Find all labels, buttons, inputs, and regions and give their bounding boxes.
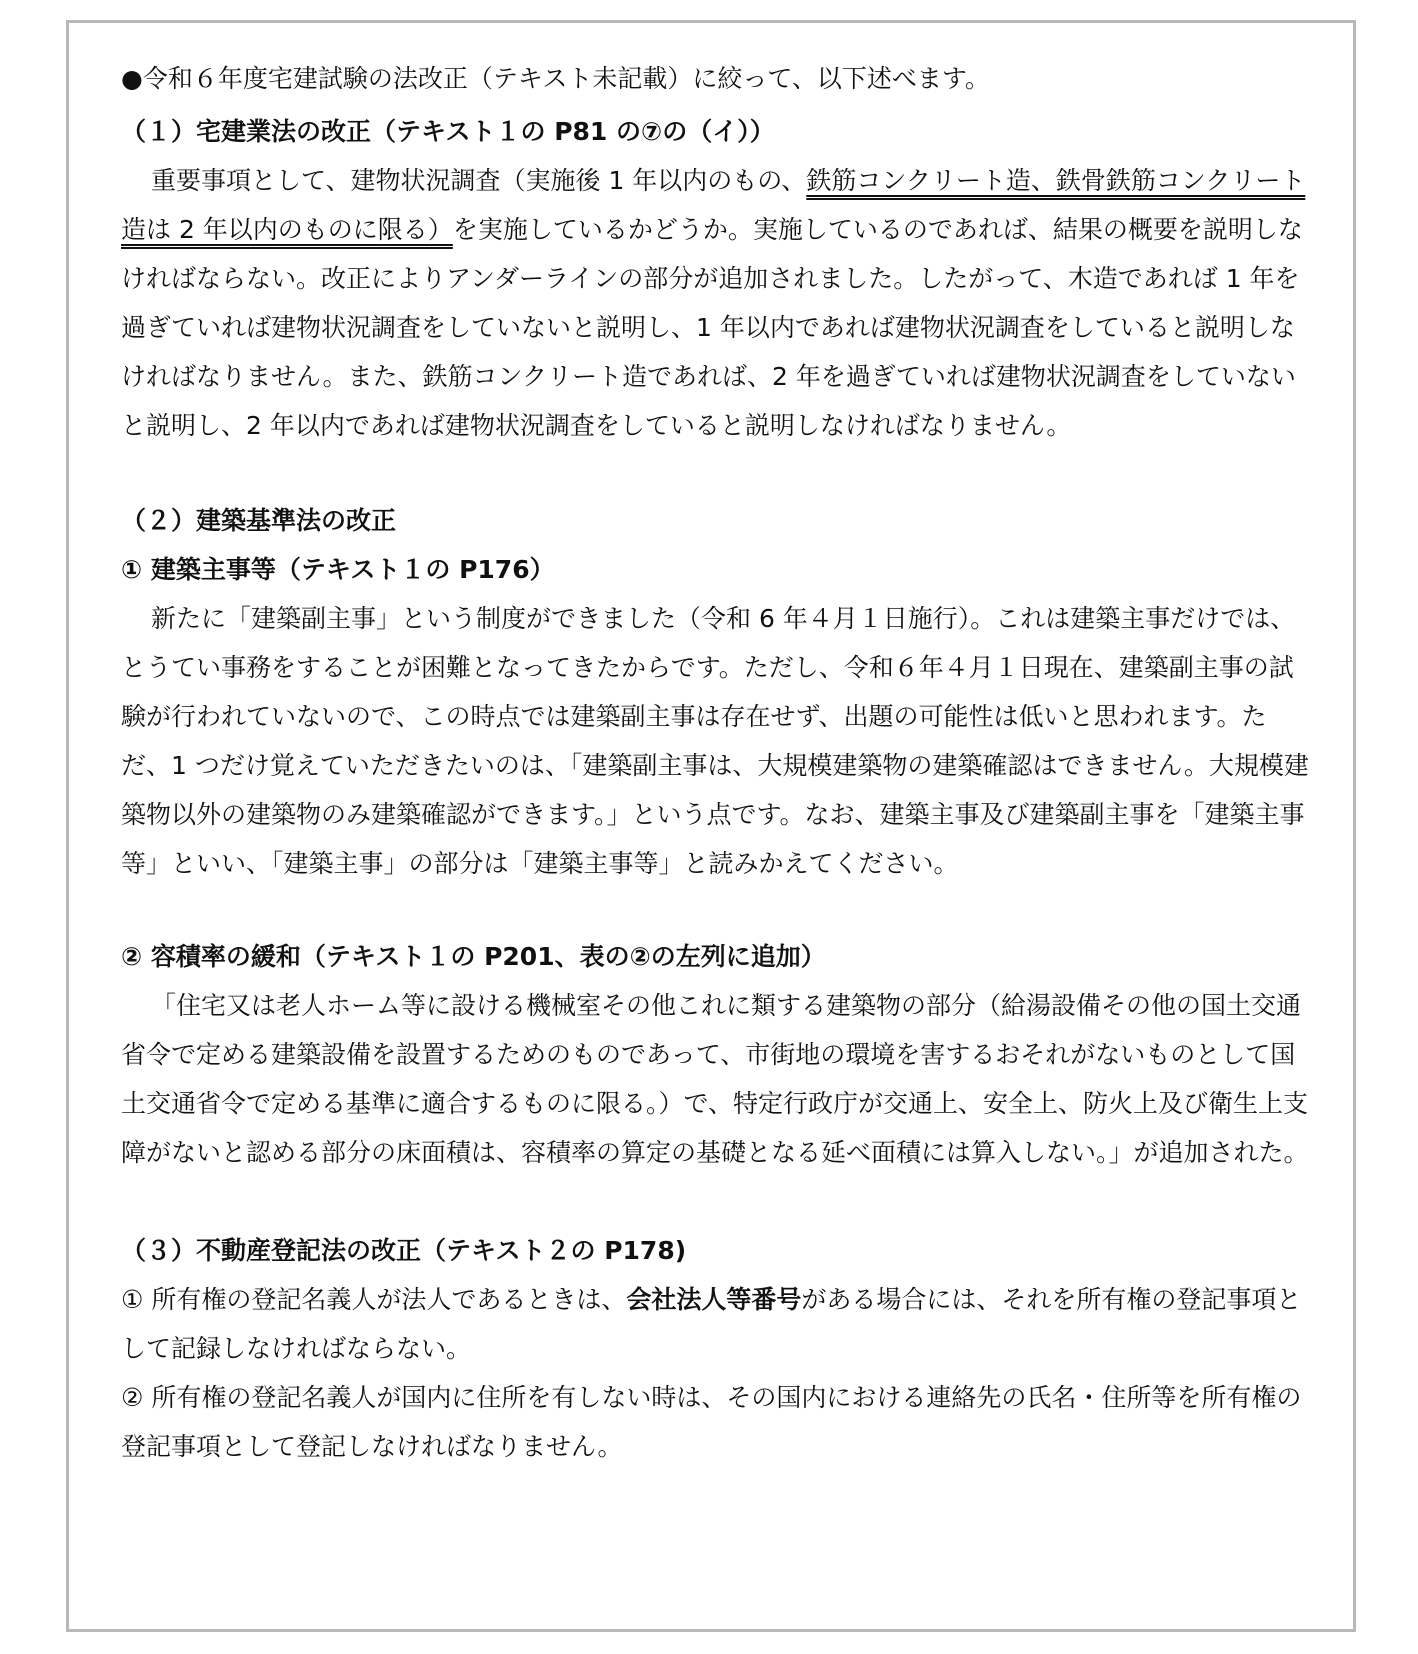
spacer — [121, 1177, 1311, 1226]
document-content — [121, 57, 1311, 1471]
section-3-item-1-part-a: ① 所有権の登記名義人が法人であるときは、 — [121, 1285, 627, 1314]
section-2-heading: （２）建築基準法の改正 — [121, 506, 397, 535]
section-1-heading: （１）宅建業法の改正（テキスト１の P81 の⑦の（イ）） — [121, 117, 775, 146]
spacer — [121, 450, 1311, 496]
section-2-sub2-heading: ② 容積率の緩和（テキスト１の P201、表の②の左列に追加） — [121, 942, 826, 971]
section-1-body-part-b: を実施しているかどうか。実施しているのであれば、結果の概要を説明しなければならない。改正によりアンダーラインの部分が追加されました。したがって、木造であれば 1 年を過ぎていれば建物状況調査をしていないと説明し、1 年以内であれば建物状況調査をしていると説明しなければなりません。また、鉄筋コンクリート造であれば、2 年を過ぎていれば建物状況調査をしていないと説明し、2 年以内であれば建物状況調査をしていると説明しなければなりません。 — [121, 215, 1303, 440]
section-3-item-2: ② 所有権の登記名義人が国内に住所を有しない時は、その国内における連絡先の氏名・住所等を所有権の登記事項として登記しなければなりません。 — [121, 1383, 1302, 1461]
section-2-sub2-body: 「住宅又は老人ホーム等に設ける機械室その他これに類する建築物の部分（給湯設備その他の国土交通省令で定める建築設備を設置するためのものであって、市街地の環境を害するおそれがないものとして国土交通省令で定める基準に適合するものに限る。）で、特定行政庁が交通上、安全上、防火上及び衛生上支障がないと認める部分の床面積は、容積率の算定の基礎となる延べ面積には算入しない。」が追加された。 — [121, 991, 1309, 1167]
section-3-item-1-part-b: がある場合には、それを所有権の登記事項として記録しなければならない。 — [121, 1285, 1302, 1363]
section-1-body — [121, 156, 1311, 450]
section-3-heading: （３）不動産登記法の改正（テキスト２の P178) — [121, 1236, 687, 1265]
intro-text: ●令和６年度宅建試験の法改正（テキスト未記載）に絞って、以下述べます。 — [121, 64, 990, 93]
document-frame — [66, 20, 1356, 1632]
section-1-body-part-a: 重要事項として、建物状況調査（実施後 1 年以内のもの、 — [151, 166, 807, 195]
section-2-sub1-heading: ① 建築主事等（テキスト１の P176） — [121, 555, 555, 584]
section-3-item-1-bold-term: 会社法人等番号 — [626, 1285, 802, 1314]
section-2-sub1-body: 新たに「建築副主事」という制度ができました（令和 6 年４月１日施行）。これは建築主事だけでは、とうてい事務をすることが困難となってきたからです。ただし、令和６年４月１日現在、建築副主事の試験が行われていないので、この時点では建築副主事は存在せず、出題の可能性は低いと思われます。ただ、1 つだけ覚えていただきたいのは、「建築副主事は、大規模建築物の建築確認はできません。大規模建築物以外の建築物のみ建築確認ができます。」という点です。なお、建築主事及び建築副主事を「建築主事等」といい、「建築主事」の部分は「建築主事等」と読みかえてください。 — [121, 604, 1309, 878]
section-1-underlined-text: 鉄筋コンクリート造、鉄骨鉄筋コンクリート造は 2 年以内のものに限る） — [121, 166, 1306, 244]
section-3-item-1 — [121, 1275, 1311, 1373]
spacer — [121, 888, 1311, 932]
